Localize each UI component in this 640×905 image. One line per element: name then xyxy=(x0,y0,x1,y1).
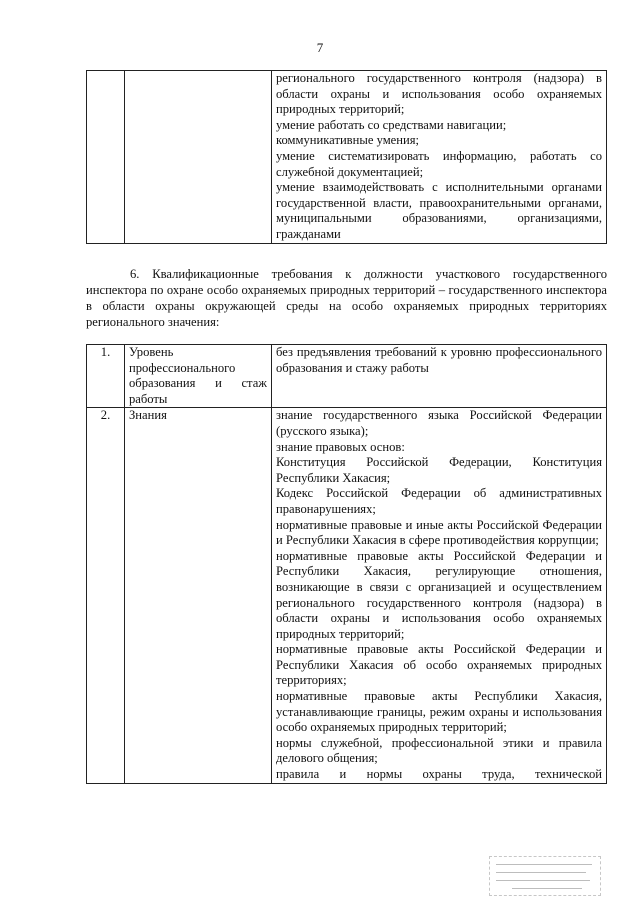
requirement-line: Кодекс Российской Федерации об административных правонарушениях; xyxy=(276,486,602,516)
row-requirements-cell xyxy=(272,345,607,408)
requirement-line: правила и нормы охраны труда, технической xyxy=(276,767,602,782)
row-requirements-cell xyxy=(272,408,607,783)
requirement-line: регионального государственного контроля (надзора) в области охраны и использования особо охраняемых природных территорий; xyxy=(276,71,602,117)
requirement-line: Конституция Российской Федерации, Конституция Республики Хакасия; xyxy=(276,455,602,485)
row-name xyxy=(125,408,272,783)
row-name-text: Знания xyxy=(129,408,167,423)
requirements-table xyxy=(86,344,607,784)
requirement-line: нормативные правовые и иные акты Российской Федерации и Республики Хакасия в сфере противодействия коррупции; xyxy=(276,517,602,548)
requirement-line: нормативные правовые акты Российской Федерации и Республики Хакасия об особо охраняемых природных территориях; xyxy=(276,642,602,688)
requirement-line: нормы служебной, профессиональной этики и правила делового общения; xyxy=(276,735,602,766)
requirements-table-continued xyxy=(86,70,607,244)
requirement-line: нормативные правовые акты Российской Федерации и Республики Хакасия, регулирующие отношения, возникающие в связи с организацией и осуществлением регионального государственного контроля (надзора) в области охраны и использования особо охраняемых природных территорий; xyxy=(276,548,602,641)
page-number: 7 xyxy=(316,40,324,55)
requirement-line: знание государственного языка Российской Федерации (русского языка); xyxy=(276,408,602,438)
table-row xyxy=(87,408,607,783)
table-row xyxy=(87,71,607,244)
row-name-text: Уровень профессионального образования и стаж работы xyxy=(129,345,267,406)
requirement-line: без предъявления требований к уровню профессионального образования и стажу работы xyxy=(276,345,602,375)
row-requirements-cell xyxy=(272,71,607,244)
requirement-line: коммуникативные умения; xyxy=(276,133,420,148)
row-number: 2. xyxy=(87,408,125,783)
row-number: 1. xyxy=(87,345,125,408)
row-name xyxy=(125,345,272,408)
requirement-line: умение систематизировать информацию, работать со служебной документацией; xyxy=(276,148,602,179)
table-row xyxy=(87,345,607,408)
section-paragraph: 6. Квалификационные требования к должности участкового государственного инспектора по охране особо охраняемых природных территорий – государственного инспектора в области охраны окружающей среды на особо охраняемых природных территориях регионального значения: xyxy=(86,267,607,329)
row-number-cell xyxy=(87,71,125,244)
document-stamp xyxy=(489,856,601,896)
requirement-line: умение работать со средствами навигации; xyxy=(276,117,507,132)
requirement-line: знание правовых основ: xyxy=(276,439,405,454)
requirement-line: умение взаимодействовать с исполнительными органами государственной власти, правоохранительными органами, муниципальными образованиями, организациями, гражданами xyxy=(276,180,602,241)
row-name-cell xyxy=(125,71,272,244)
requirement-line: нормативные правовые акты Республики Хакасия, устанавливающие границы, режим охраны и использования особо охраняемых природных территорий; xyxy=(276,689,602,735)
